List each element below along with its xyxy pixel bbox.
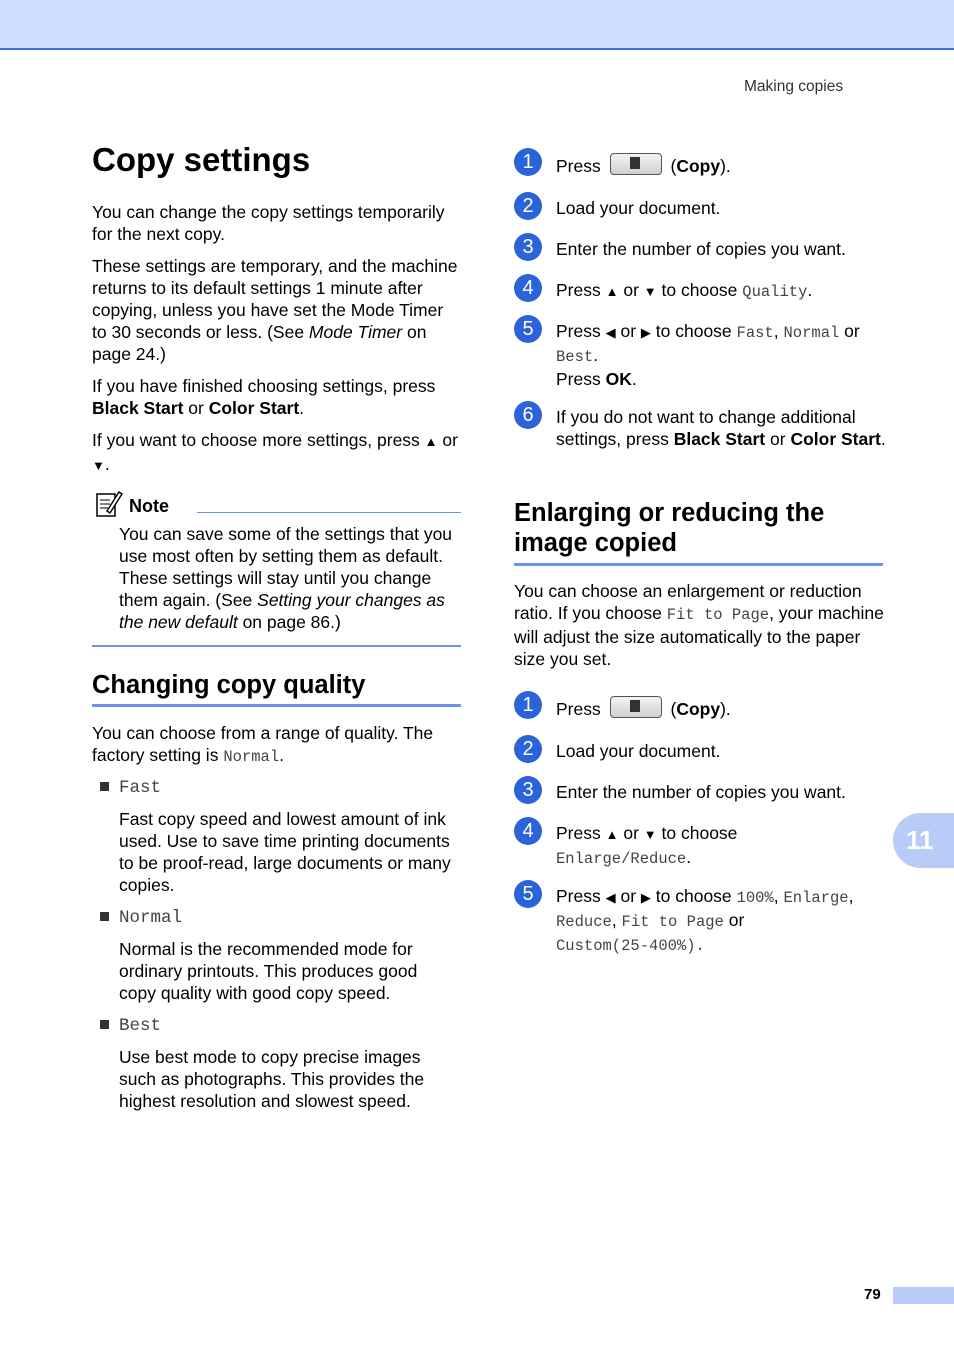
note-title: Note [129,496,169,516]
bullet-icon [100,782,109,791]
step-number: 2 [514,735,542,763]
section-heading-quality: Changing copy quality [92,671,366,699]
step-text: If you do not want to change additional settings, press Black Start or Color Start. [556,407,886,449]
bullet-icon [100,1020,109,1029]
step-number: 1 [514,148,542,176]
step-text: Press ▲ or ▼ to choose Enlarge/Reduce. [556,823,738,868]
step-text: Press (Copy). [556,696,886,720]
step-text: Press ▲ or ▼ to choose Quality. [556,280,813,301]
copy-button-icon [610,696,662,718]
note-top-rule [197,512,461,513]
option-name: Fast [119,778,162,798]
intro-paragraph-1: You can change the copy settings temporarily for the next copy. [92,202,445,244]
note-body: You can save some of the settings that you use most often by setting them as default. These settings will stay until you change them again. (See Setting your changes as the new default on page 86.) [119,524,453,632]
bullet-icon [100,912,109,921]
step-text: Load your document. [556,741,721,761]
page-number: 79 [864,1286,881,1303]
step-number: 4 [514,817,542,845]
quality-intro: You can choose from a range of quality. The factory setting is Normal. [92,723,434,766]
note-icon [95,489,123,519]
section-rule-quality [92,704,461,707]
section-rule-enlarge [514,563,883,566]
step-text: Press (Copy). [556,153,886,177]
header-band [0,0,954,50]
step-text: Press ◀ or ▶ to choose 100%, Enlarge, Reduce, Fit to Page or Custom(25-400%). [556,886,854,955]
page-number-bar [893,1287,954,1304]
intro-text [92,201,462,487]
step-number: 5 [514,880,542,908]
intro-paragraph-4: If you want to choose more settings, press ▲ or ▼. [92,430,458,474]
step-text: Load your document. [556,198,721,218]
step-text: Press ◀ or ▶ to choose Fast, Normal or Best. Press OK. [556,321,860,389]
note-bottom-rule [92,645,461,647]
section-heading-enlarge: Enlarging or reducing the image copied [514,499,825,557]
running-header: Making copies [744,78,844,95]
intro-paragraph-2: These settings are temporary, and the machine returns to its default settings 1 minute after copying, unless you have set the Mode Timer to 30 seconds or less. (See Mode Timer on page 24.) [92,256,458,364]
step-text: Enter the number of copies you want. [556,239,846,259]
chapter-tab: 11 [893,813,954,868]
option-name: Best [119,1016,162,1036]
copy-button-icon [610,153,662,175]
option-description: Use best mode to copy precise images such as photographs. This provides the highest resolution and slowest speed. [119,1047,425,1111]
enlarge-intro: You can choose an enlargement or reduction ratio. If you choose Fit to Page, your machine will adjust the size automatically to the paper size you set. [514,581,884,669]
step-number: 3 [514,776,542,804]
step-number: 3 [514,233,542,261]
intro-paragraph-3: If you have finished choosing settings, press Black Start or Color Start. [92,376,436,418]
option-description: Normal is the recommended mode for ordinary printouts. This produces good copy quality with good copy speed. [119,939,418,1003]
step-number: 6 [514,401,542,429]
step-text: Enter the number of copies you want. [556,782,846,802]
step-number: 5 [514,315,542,343]
option-name: Normal [119,908,183,928]
option-description: Fast copy speed and lowest amount of ink used. Use to save time printing documents to be proof-read, large documents or many copies. [119,809,451,895]
step-number: 4 [514,274,542,302]
step-number: 1 [514,691,542,719]
page-title: Copy settings [92,141,311,178]
step-number: 2 [514,192,542,220]
